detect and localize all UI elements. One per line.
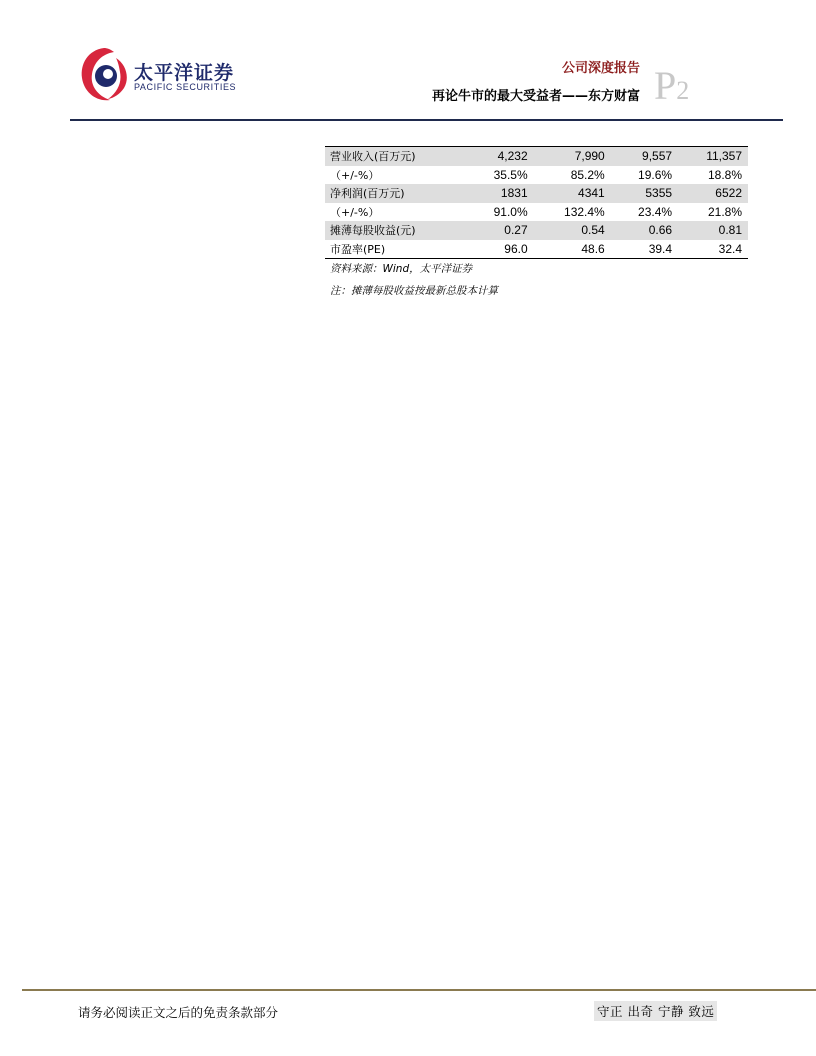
table-row [325,221,748,240]
table-cell: 35.5% [493,167,528,182]
table-row [325,184,748,203]
row-label: 净利润(百万元) [325,184,466,203]
table-footnote: 注：摊薄每股收益按最新总股本计算 [330,285,498,297]
table-cell: 85.2% [570,167,605,182]
page-number [654,62,689,109]
header-divider [70,119,783,121]
company-motto: 守正 出奇 宁静 致远 [594,1001,717,1021]
table-cell: 48.6 [534,240,611,259]
report-type: 公司深度报告 [561,61,640,76]
table-cell: 0.54 [534,221,611,240]
table-cell: 91.0% [493,204,528,219]
table-cell: 18.8% [707,167,742,182]
row-label: 摊薄每股收益(元) [325,221,466,240]
table-cell: 5355 [611,184,678,203]
table-cell: 132.4% [564,204,605,219]
row-label: 营业收入(百万元) [325,147,466,166]
table-cell: 9,557 [611,147,678,166]
logo-emblem-icon [76,44,132,106]
page-prefix: P [654,63,677,108]
table-cell: 4,232 [466,147,533,166]
table-cell: 0.81 [678,221,748,240]
table-cell: 96.0 [466,240,533,259]
table-cell: 7,990 [534,147,611,166]
table-cell: 21.8% [707,204,742,219]
report-title: 再论牛市的最大受益者——东方财富 [431,89,640,104]
row-label: 市盈率(PE) [325,240,466,259]
table-cell: 6522 [678,184,748,203]
table-cell: 23.4% [638,204,673,219]
table-row [325,240,748,259]
financial-forecast-table [325,146,748,259]
table-row [325,147,748,166]
table-cell: 32.4 [678,240,748,259]
table-cell: 39.4 [611,240,678,259]
logo-text-en: PACIFIC SECURITIES [134,82,237,92]
table-cell: 4341 [534,184,611,203]
table-cell: 0.66 [611,221,678,240]
page-number-value: 2 [676,76,690,105]
disclaimer-text: 请务必阅读正文之后的免责条款部分 [78,1005,279,1020]
row-label: （+/-%） [330,205,380,219]
footer-divider [22,989,816,991]
table-cell: 19.6% [638,167,673,182]
table-row [325,166,748,185]
table-cell: 11,357 [678,147,748,166]
table-cell: 1831 [466,184,533,203]
row-label: （+/-%） [330,168,380,182]
table-cell: 0.27 [466,221,533,240]
logo-text-cn: 太平洋证券 [134,62,235,84]
table-source-note: 资料来源：Wind，太平洋证券 [330,263,473,275]
company-logo [76,44,236,106]
table-row [325,203,748,222]
